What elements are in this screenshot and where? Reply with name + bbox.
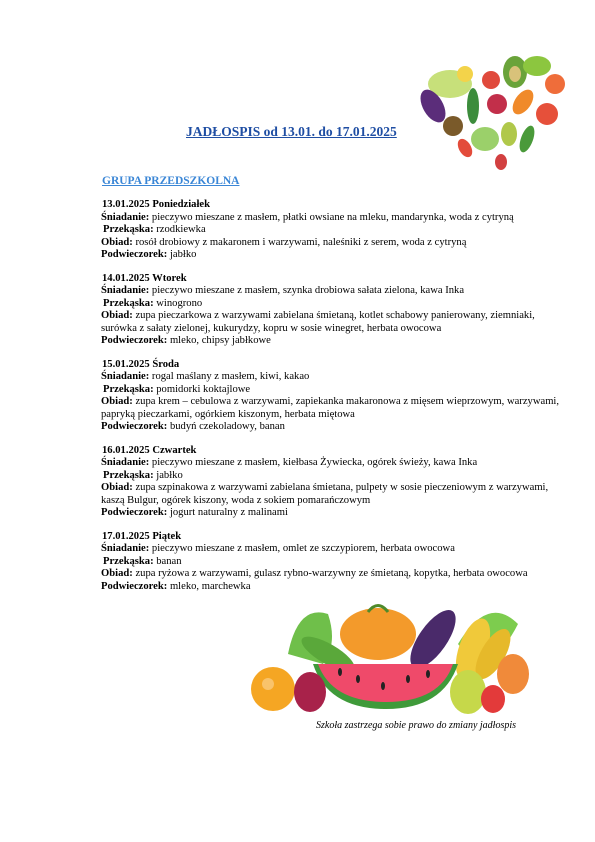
lunch-label: Obiad: [101, 568, 133, 579]
snack-label: Przekąska: [103, 555, 154, 567]
day-block [101, 359, 566, 434]
snack-line [103, 224, 566, 237]
afternoon-label: Podwieczorek: [101, 421, 168, 432]
day-heading: 15.01.2025 Środa [102, 358, 180, 370]
snack-line [103, 556, 566, 569]
lunch-label: Obiad: [101, 310, 133, 321]
breakfast-value: rogal maślany z masłem, kiwi, kakao [149, 371, 310, 382]
lunch-label: Obiad: [101, 236, 133, 248]
afternoon-line [101, 335, 566, 348]
snack-label: Przekąska: [103, 297, 154, 309]
day-heading: 14.01.2025 Wtorek [102, 272, 187, 284]
day-block [101, 531, 566, 594]
lunch-value: zupa krem – cebulowa z warzywami, zapiekanka makaronowa z mięsem wieprzowym, warzywami, papryką pieczarkami, ogórkiem kiszonym, herbata miętowa [101, 396, 560, 420]
breakfast-label: Śniadanie: [101, 543, 150, 554]
snack-label: Przekąska: [103, 224, 154, 235]
lunch-line [101, 482, 566, 507]
afternoon-value: mleko, chipsy jabłkowe [167, 335, 271, 346]
snack-label: Przekąska: [103, 383, 154, 395]
lunch-value: zupa pieczarkowa z warzywami zabielana śmietaną, kotlet schabowy panierowany, ziemniaki, surówka z sałaty zielonej, kukurydzy, kopru w sosie winegret, herbata owocowa [101, 310, 535, 334]
disclaimer-note: Szkoła zastrzega sobie prawo do zmiany jadłospis [316, 720, 517, 731]
lunch-label: Obiad: [101, 482, 133, 493]
afternoon-line [101, 249, 566, 262]
day-heading: 17.01.2025 Piątek [102, 530, 182, 542]
snack-value: rzodkiewka [153, 224, 206, 235]
afternoon-line [101, 581, 566, 594]
day-heading: 16.01.2025 Czwartek [102, 444, 197, 456]
snack-label: Przekąska: [103, 469, 154, 481]
afternoon-label: Podwieczorek: [101, 507, 168, 518]
breakfast-line [101, 457, 566, 470]
afternoon-line [101, 421, 566, 434]
breakfast-value: pieczywo mieszane z masłem, płatki owsiane na mleku, mandarynka, woda z cytryną [149, 211, 514, 223]
afternoon-label: Podwieczorek: [101, 580, 168, 592]
snack-line [103, 470, 566, 483]
afternoon-line [101, 507, 566, 520]
snack-line [103, 384, 566, 397]
group-title: GRUPA PRZEDSZKOLNA [102, 175, 240, 187]
snack-value: winogrono [153, 297, 203, 309]
snack-line [103, 298, 566, 311]
fruit-vegetable-bowl-illustration [228, 594, 548, 719]
afternoon-value: budyń czekoladowy, banan [167, 421, 285, 432]
lunch-value: zupa ryżowa z warzywami, gulasz rybno-warzywny ze śmietaną, kopytka, herbata owocowa [132, 568, 528, 579]
breakfast-label: Śniadanie: [101, 211, 150, 223]
breakfast-line [101, 543, 566, 556]
afternoon-value: jogurt naturalny z malinami [167, 507, 288, 518]
day-block [101, 273, 566, 348]
lunch-label: Obiad: [101, 396, 133, 407]
afternoon-value: jabłko [167, 249, 197, 260]
page-title: JADŁOSPIS od 13.01. do 17.01.2025 [186, 124, 397, 139]
breakfast-line [101, 212, 566, 225]
snack-value: jabłko [153, 469, 183, 481]
breakfast-value: pieczywo mieszane z masłem, omlet ze szczypiorem, herbata owocowa [149, 543, 455, 554]
afternoon-value: mleko, marchewka [167, 580, 251, 592]
weekly-menu [101, 199, 566, 604]
day-heading: 13.01.2025 Poniedziałek [102, 199, 210, 210]
day-block [101, 445, 566, 520]
snack-value: pomidorki koktajlowe [153, 383, 251, 395]
breakfast-label: Śniadanie: [101, 371, 150, 382]
lunch-line [101, 568, 566, 581]
lunch-line [101, 396, 566, 421]
lunch-value: zupa szpinakowa z warzywami zabielana śmietana, pulpety w sosie pieczeniowym z warzywami, kaszą Bulgur, ogórek kiszony, woda z sokiem pomarańczowym [101, 482, 549, 506]
lunch-value: rosół drobiowy z makaronem i warzywami, naleśniki z serem, woda z cytryną [132, 236, 467, 248]
lunch-line [101, 310, 566, 335]
vegetable-heart-illustration [405, 44, 575, 174]
breakfast-label: Śniadanie: [101, 285, 150, 296]
breakfast-line [101, 371, 566, 384]
lunch-line [101, 237, 566, 250]
afternoon-label: Podwieczorek: [101, 335, 168, 346]
breakfast-line [101, 285, 566, 298]
snack-value: banan [153, 555, 182, 567]
afternoon-label: Podwieczorek: [101, 249, 168, 260]
breakfast-value: pieczywo mieszane z masłem, szynka drobiowa sałata zielona, kawa Inka [149, 285, 465, 296]
day-block [101, 199, 566, 262]
breakfast-value: pieczywo mieszane z masłem, kiełbasa Żywiecka, ogórek świeży, kawa Inka [149, 457, 478, 468]
breakfast-label: Śniadanie: [101, 457, 150, 468]
